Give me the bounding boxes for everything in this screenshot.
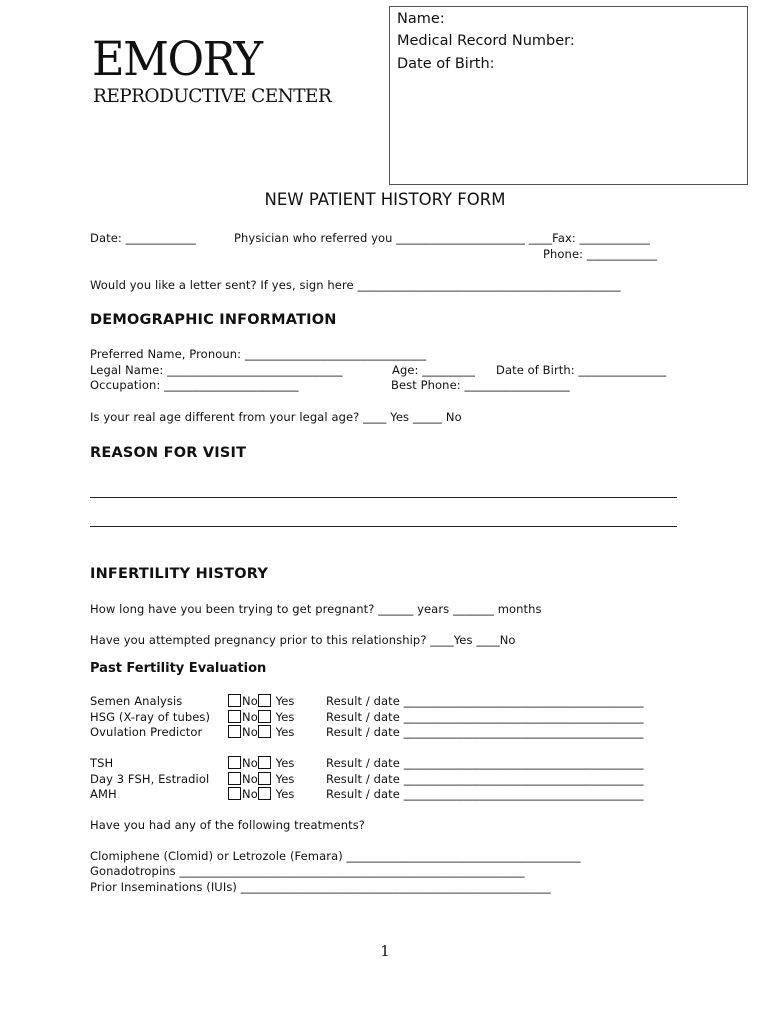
occupation-field[interactable]: Occupation: _______________________ [90, 378, 299, 392]
iui-field[interactable]: Prior Inseminations (IUIs) _____________________________________________________ [90, 880, 551, 894]
yes-label: Yes [275, 772, 295, 786]
infertility-heading: INFERTILITY HISTORY [90, 566, 269, 582]
eval-options-row [228, 694, 294, 708]
no-label: No [242, 694, 258, 708]
reason-line[interactable] [90, 526, 677, 527]
yes-label: Yes [275, 787, 295, 801]
result-date-field[interactable]: Result / date _________________________________________ [326, 756, 644, 770]
no-checkbox[interactable] [228, 710, 241, 723]
past-evaluation-subheading: Past Fertility Evaluation [90, 661, 267, 676]
letter-signature-field[interactable]: Would you like a letter sent? If yes, sign here _____________________________________________ [90, 278, 621, 292]
emory-logo-wordmark: EMORY [92, 32, 262, 87]
yes-checkbox[interactable] [258, 725, 271, 738]
eval-options-row [228, 787, 294, 801]
result-date-field[interactable]: Result / date _________________________________________ [326, 710, 644, 724]
best-phone-field[interactable]: Best Phone: __________________ [391, 378, 570, 392]
no-label: No [242, 787, 258, 801]
result-date-field[interactable]: Result / date _________________________________________ [326, 694, 644, 708]
yes-label: Yes [275, 756, 295, 770]
yes-label: Yes [275, 725, 295, 739]
result-date-field[interactable]: Result / date _________________________________________ [326, 772, 644, 786]
eval-options-row [228, 710, 294, 724]
patient-name-label: Name: [397, 11, 445, 27]
trying-duration-question[interactable]: How long have you been trying to get pregnant? ______ years _______ months [90, 602, 542, 616]
preferred-name-field[interactable]: Preferred Name, Pronoun: _______________________________ [90, 347, 427, 361]
phone-field[interactable]: Phone: ____________ [543, 247, 658, 261]
no-checkbox[interactable] [228, 694, 241, 707]
reason-line[interactable] [90, 497, 677, 498]
form-title: NEW PATIENT HISTORY FORM [264, 190, 506, 209]
eval-label-amh: AMH [90, 787, 117, 801]
eval-options-row [228, 756, 294, 770]
eval-label-semen-analysis: Semen Analysis [90, 694, 183, 708]
yes-checkbox[interactable] [258, 694, 271, 707]
no-checkbox[interactable] [228, 787, 241, 800]
date-field[interactable]: Date: ____________ [90, 231, 196, 245]
eval-options-row [228, 772, 294, 786]
treatments-question: Have you had any of the following treatments? [90, 818, 366, 832]
yes-checkbox[interactable] [258, 710, 271, 723]
demographic-heading: DEMOGRAPHIC INFORMATION [90, 312, 337, 328]
eval-label-hsg: HSG (X-ray of tubes) [90, 710, 211, 724]
date-of-birth-label: Date of Birth: [397, 56, 495, 72]
result-date-field[interactable]: Result / date _________________________________________ [326, 725, 644, 739]
no-checkbox[interactable] [228, 725, 241, 738]
no-label: No [242, 772, 258, 786]
reason-heading: REASON FOR VISIT [90, 445, 247, 461]
real-age-question[interactable]: Is your real age different from your legal age? ____ Yes _____ No [90, 410, 462, 424]
eval-options-row [228, 725, 294, 739]
legal-name-field[interactable]: Legal Name: ______________________________ [90, 363, 343, 377]
no-label: No [242, 756, 258, 770]
no-label: No [242, 710, 258, 724]
dob-field[interactable]: Date of Birth: _______________ [496, 363, 667, 377]
yes-checkbox[interactable] [258, 772, 271, 785]
page-number: 1 [380, 942, 390, 960]
physician-fax-field[interactable]: Physician who referred you ______________________ ____Fax: ____________ [234, 231, 650, 245]
yes-checkbox[interactable] [258, 756, 271, 769]
yes-label: Yes [275, 710, 295, 724]
age-field[interactable]: Age: _________ [392, 363, 475, 377]
prior-pregnancy-question[interactable]: Have you attempted pregnancy prior to this relationship? ____Yes ____No [90, 633, 516, 647]
no-checkbox[interactable] [228, 772, 241, 785]
gonadotropins-field[interactable]: Gonadotropins ___________________________________________________________ [90, 864, 525, 878]
medical-record-number-label: Medical Record Number: [397, 33, 575, 49]
result-date-field[interactable]: Result / date _________________________________________ [326, 787, 644, 801]
emory-logo-subtitle: REPRODUCTIVE CENTER [93, 86, 332, 107]
yes-checkbox[interactable] [258, 787, 271, 800]
yes-label: Yes [275, 694, 295, 708]
eval-label-ovulation-predictor: Ovulation Predictor [90, 725, 203, 739]
eval-label-day3-fsh: Day 3 FSH, Estradiol [90, 772, 210, 786]
no-checkbox[interactable] [228, 756, 241, 769]
clomiphene-field[interactable]: Clomiphene (Clomid) or Letrozole (Femara) ________________________________________ [90, 849, 581, 863]
no-label: No [242, 725, 258, 739]
eval-label-tsh: TSH [90, 756, 114, 770]
